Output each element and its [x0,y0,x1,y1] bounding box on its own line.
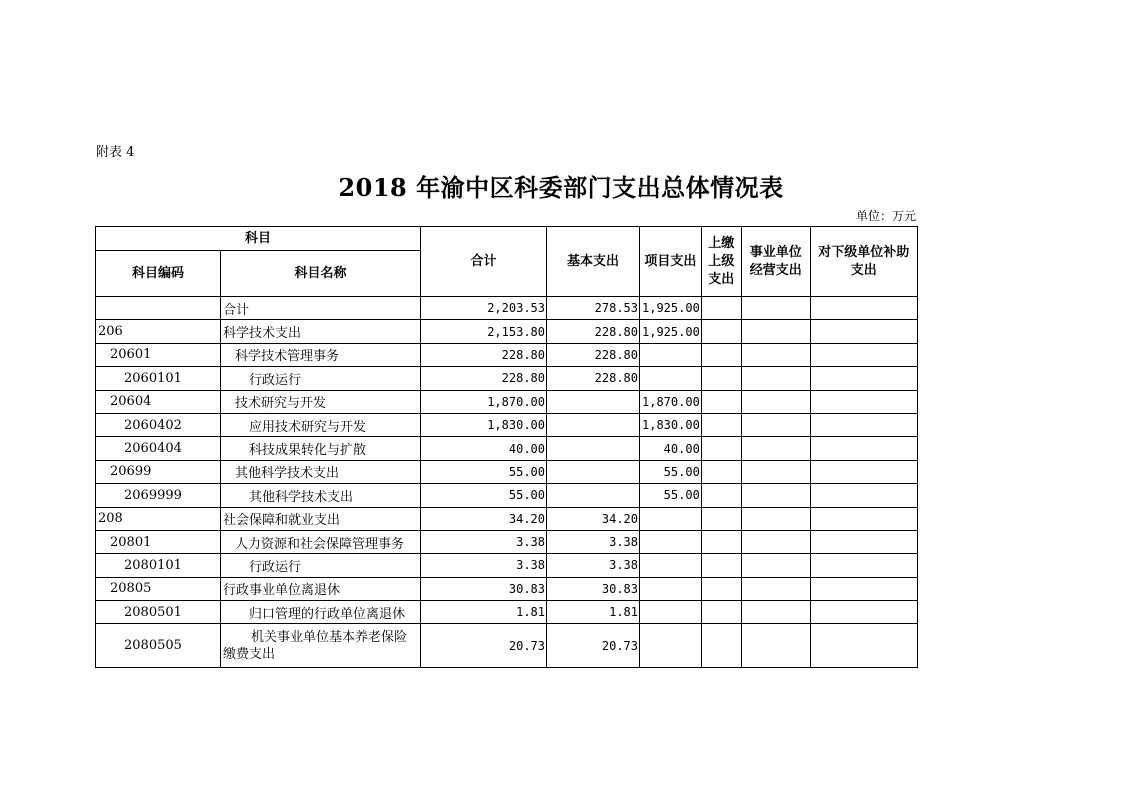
row-name: 归口管理的行政单位离退休 [221,601,421,624]
row-project [640,577,702,600]
header-business: 事业单位经营支出 [741,227,810,297]
row-business [741,624,810,668]
row-payable-up [701,367,741,390]
row-name: 其他科学技术支出 [221,484,421,507]
table-row [96,484,918,507]
row-basic [547,484,640,507]
row-basic [547,390,640,413]
row-code: 20801 [96,530,221,553]
table-row [96,367,918,390]
row-subsidy [810,390,917,413]
row-total: 1.81 [421,601,547,624]
row-subsidy [810,460,917,483]
row-total: 20.73 [421,624,547,668]
row-business [741,390,810,413]
row-total: 228.80 [421,367,547,390]
expenditure-table [95,226,918,668]
row-total: 55.00 [421,484,547,507]
row-basic: 34.20 [547,507,640,530]
table-row [96,343,918,366]
row-project [640,601,702,624]
row-total: 3.38 [421,554,547,577]
row-payable-up [701,390,741,413]
row-project: 1,830.00 [640,413,702,436]
row-code: 20699 [96,460,221,483]
row-project [640,624,702,668]
row-name: 人力资源和社会保障管理事务 [221,530,421,553]
row-code: 20601 [96,343,221,366]
header-subsidy: 对下级单位补助支出 [810,227,917,297]
header-name: 科目名称 [221,251,421,297]
row-subsidy [810,320,917,343]
row-code: 2060404 [96,437,221,460]
table-row [96,601,918,624]
row-total: 55.00 [421,460,547,483]
row-subsidy [810,343,917,366]
row-name: 机关事业单位基本养老保险缴费支出 [221,624,421,668]
row-project: 55.00 [640,460,702,483]
row-basic: 3.38 [547,530,640,553]
row-basic: 228.80 [547,367,640,390]
row-name: 科学技术管理事务 [221,343,421,366]
row-code: 20805 [96,577,221,600]
row-payable-up [701,601,741,624]
row-business [741,413,810,436]
row-business [741,530,810,553]
row-name: 合计 [221,297,421,320]
row-name: 科技成果转化与扩散 [221,437,421,460]
row-name: 社会保障和就业支出 [221,507,421,530]
table-row [96,413,918,436]
row-basic: 20.73 [547,624,640,668]
table-row [96,577,918,600]
row-code: 2069999 [96,484,221,507]
row-basic: 3.38 [547,554,640,577]
row-basic [547,460,640,483]
row-business [741,320,810,343]
header-code: 科目编码 [96,251,221,297]
row-project: 1,870.00 [640,390,702,413]
row-name: 行政运行 [221,554,421,577]
appendix-label: 附表 4 [96,145,135,160]
row-basic: 228.80 [547,343,640,366]
row-code: 2080101 [96,554,221,577]
row-payable-up [701,530,741,553]
row-total: 228.80 [421,343,547,366]
row-name: 其他科学技术支出 [221,460,421,483]
row-subsidy [810,413,917,436]
row-name: 行政运行 [221,367,421,390]
row-payable-up [701,554,741,577]
row-subsidy [810,484,917,507]
row-subsidy [810,601,917,624]
row-name: 行政事业单位离退休 [221,577,421,600]
table-row [96,437,918,460]
header-basic: 基本支出 [547,227,640,297]
row-subsidy [810,507,917,530]
unit-label: 单位：万元 [855,209,916,223]
header-subject: 科目 [96,227,421,251]
row-project: 40.00 [640,437,702,460]
row-business [741,367,810,390]
table-row [96,320,918,343]
row-total: 34.20 [421,507,547,530]
header-total: 合计 [421,227,547,297]
row-subsidy [810,624,917,668]
row-payable-up [701,437,741,460]
row-code: 208 [96,507,221,530]
row-project [640,554,702,577]
row-project [640,530,702,553]
row-business [741,297,810,320]
row-business [741,460,810,483]
row-name: 技术研究与开发 [221,390,421,413]
row-total: 1,870.00 [421,390,547,413]
row-total: 30.83 [421,577,547,600]
row-project [640,507,702,530]
row-basic: 278.53 [547,297,640,320]
row-name: 应用技术研究与开发 [221,413,421,436]
row-payable-up [701,624,741,668]
row-subsidy [810,530,917,553]
row-subsidy [810,577,917,600]
row-basic: 30.83 [547,577,640,600]
row-payable-up [701,343,741,366]
row-basic [547,413,640,436]
row-basic: 228.80 [547,320,640,343]
table-row [96,460,918,483]
row-total: 2,203.53 [421,297,547,320]
row-code: 2080501 [96,601,221,624]
header-payable-up: 上缴上级支出 [701,227,741,297]
row-business [741,601,810,624]
row-total: 3.38 [421,530,547,553]
table-row [96,554,918,577]
row-payable-up [701,507,741,530]
row-business [741,484,810,507]
row-code: 2060101 [96,367,221,390]
row-subsidy [810,297,917,320]
row-total: 2,153.80 [421,320,547,343]
table-row [96,390,918,413]
row-code: 2080505 [96,624,221,668]
row-subsidy [810,554,917,577]
row-project: 1,925.00 [640,297,702,320]
table-row [96,507,918,530]
row-subsidy [810,367,917,390]
row-payable-up [701,297,741,320]
row-payable-up [701,460,741,483]
row-basic [547,437,640,460]
row-total: 40.00 [421,437,547,460]
row-code: 2060402 [96,413,221,436]
page-title: 2018 年渝中区科委部门支出总体情况表 [338,173,784,202]
row-payable-up [701,320,741,343]
row-payable-up [701,413,741,436]
row-total: 1,830.00 [421,413,547,436]
row-code [96,297,221,320]
row-name: 科学技术支出 [221,320,421,343]
row-business [741,437,810,460]
row-business [741,577,810,600]
row-project: 1,925.00 [640,320,702,343]
row-business [741,507,810,530]
row-code: 206 [96,320,221,343]
row-business [741,343,810,366]
header-project: 项目支出 [640,227,702,297]
row-project [640,367,702,390]
table-row [96,297,918,320]
table-row [96,530,918,553]
row-project: 55.00 [640,484,702,507]
row-code: 20604 [96,390,221,413]
row-project [640,343,702,366]
table-row [96,624,918,668]
row-subsidy [810,437,917,460]
row-payable-up [701,577,741,600]
row-business [741,554,810,577]
row-payable-up [701,484,741,507]
row-basic: 1.81 [547,601,640,624]
